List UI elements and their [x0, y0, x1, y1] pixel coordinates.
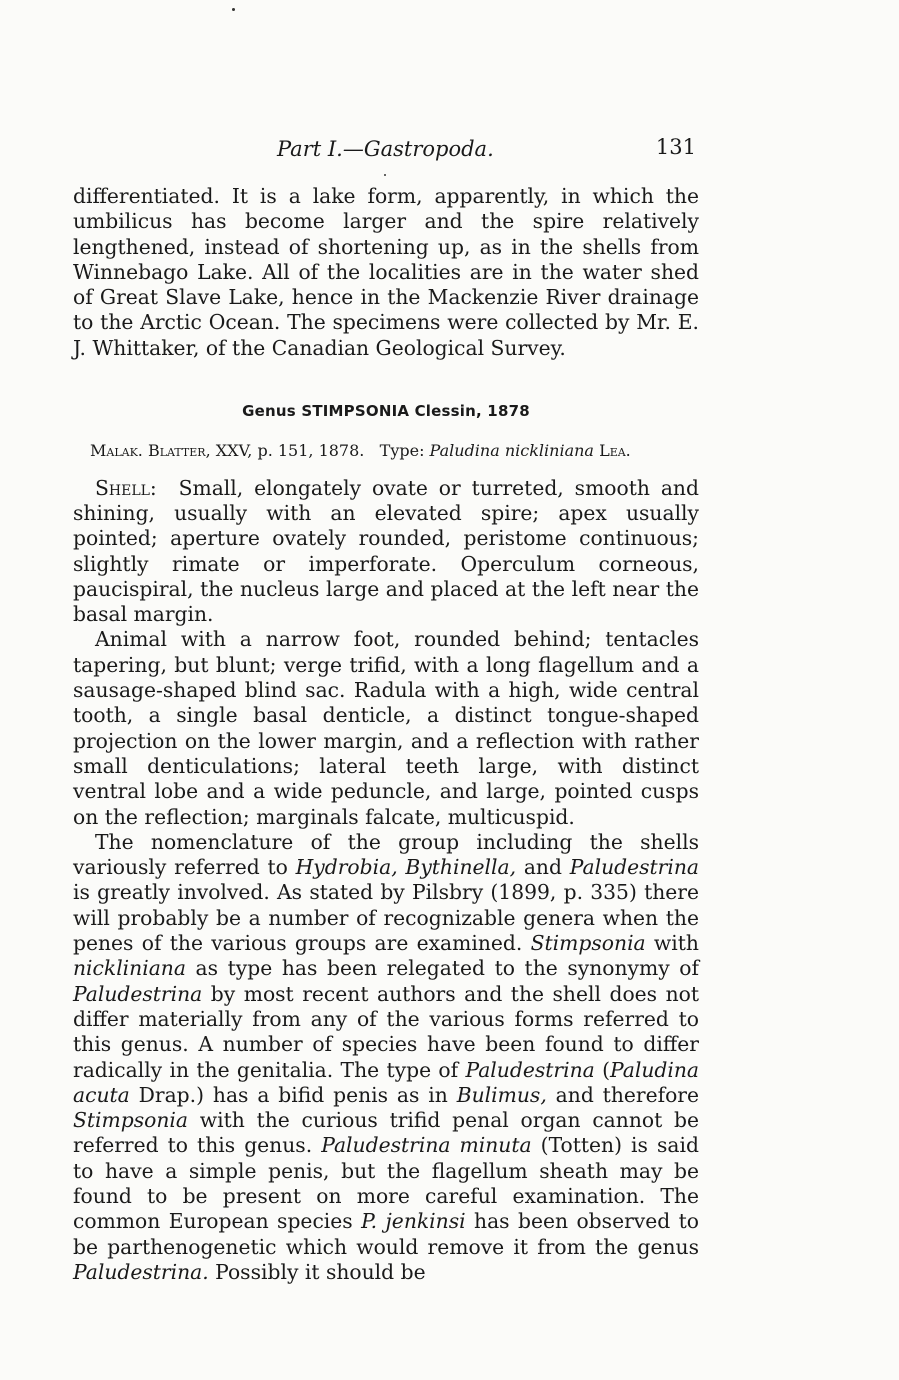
text-run: by most recent authors and the shell does not differ materially from any of the various forms referred to this genus. A number of species have been found to differ radically in the genitalia. The type of — [73, 981, 699, 1082]
running-title: Part I.—Gastropoda. — [277, 137, 494, 161]
text-run: (Totten) is said to have a simple penis, but the flagellum sheath may be found to be present on more careful examination. The common European species — [73, 1133, 699, 1234]
genus-citation — [90, 438, 699, 463]
italic-run: P. jenkinsi — [361, 1209, 466, 1234]
text-run: has been observed to be parthenogenetic which would remove it from the genus — [73, 1209, 699, 1259]
page-number: 131 — [655, 135, 696, 159]
page-speck-top — [232, 8, 235, 11]
text-run: and therefore — [546, 1082, 699, 1107]
italic-run: Stimpsonia — [530, 931, 646, 956]
text-run: and — [516, 855, 570, 880]
italic-run: nickliniana — [73, 956, 186, 981]
text-run: The nomenclature of the group including the shells variously referred to — [73, 829, 699, 880]
running-header — [73, 137, 699, 167]
nomenclature-paragraph — [73, 830, 699, 1285]
italic-run: Hydrobia, Bythinella, — [295, 855, 517, 880]
animal-description: Animal with a narrow foot, rounded behind; tentacles tapering, but blunt; verge trifid, with a long flagellum and a sausage-shaped blind sac. Radula with a high, wide central tooth, a single basal denticle, a distinct tongue-shaped projection on the lower margin, and a reflection with rather small denticulations; lateral teeth large, with distinct ventral lobe and a wide peduncle, and large, pointed cusps on the reflection; marginals falcate, multicuspid. — [73, 627, 699, 829]
page-speck-header — [384, 174, 386, 176]
text-run: with — [645, 931, 699, 956]
citation-source: Malak. Blatter — [90, 441, 206, 461]
text-run: ( — [594, 1057, 611, 1082]
text-run: Drap.) has a bifid penis as in — [129, 1082, 457, 1107]
italic-run: Paludestrina — [73, 981, 203, 1006]
italic-run: Paludestrina. — [73, 1259, 209, 1284]
text-run: with the curious trifid penal organ cannot be referred to this genus. — [73, 1108, 699, 1158]
citation-ref: , XXV, p. 151, 1878. — [205, 441, 365, 461]
text-run: Possibly it should be — [208, 1259, 426, 1284]
italic-run: Paludina acuta — [73, 1057, 700, 1107]
paragraph-continued: differentiated. It is a lake form, apparently, in which the umbilicus has become larger and the spire relatively lengthened, instead of shortening up, as in the shells from Winnebago Lake. All of the localities are in the water shed of Great Slave Lake, hence in the Mackenzie River drainage to the Arctic Ocean. The specimens were collected by Mr. E. J. Whittaker, of the Canadian Geological Survey. — [73, 184, 699, 360]
italic-run: Bulimus, — [456, 1082, 547, 1107]
text-run: as type has been relegated to the synonymy of — [185, 956, 699, 981]
body-text — [73, 184, 699, 1285]
genus-heading: Genus STIMPSONIA Clessin, 1878 — [242, 402, 530, 421]
italic-run: Paludestrina minuta — [321, 1133, 532, 1158]
italic-run: Stimpsonia — [73, 1108, 189, 1133]
italic-run: Paludestrina — [569, 855, 700, 880]
text-run: is greatly involved. As stated by Pilsbry (1899, p. 335) there will probably be a number of recognizable genera when the penes of the various groups are examined. — [73, 880, 699, 956]
shell-text: Small, elongately ovate or turreted, smooth and shining, usually with an elevated spire; apex usually pointed; aperture ovately rounded, peristome continuous; slightly rimate or imperforate. Operculum corneous, paucispiral, the nucleus large and placed at the left near the basal margin. — [73, 475, 699, 627]
italic-run: Paludestrina — [465, 1057, 595, 1082]
shell-label: Shell: — [95, 475, 157, 500]
shell-description — [73, 476, 699, 628]
type-author: Lea. — [599, 441, 631, 461]
type-species: Paludina nickliniana — [429, 441, 594, 461]
type-label: Type: — [379, 441, 425, 461]
